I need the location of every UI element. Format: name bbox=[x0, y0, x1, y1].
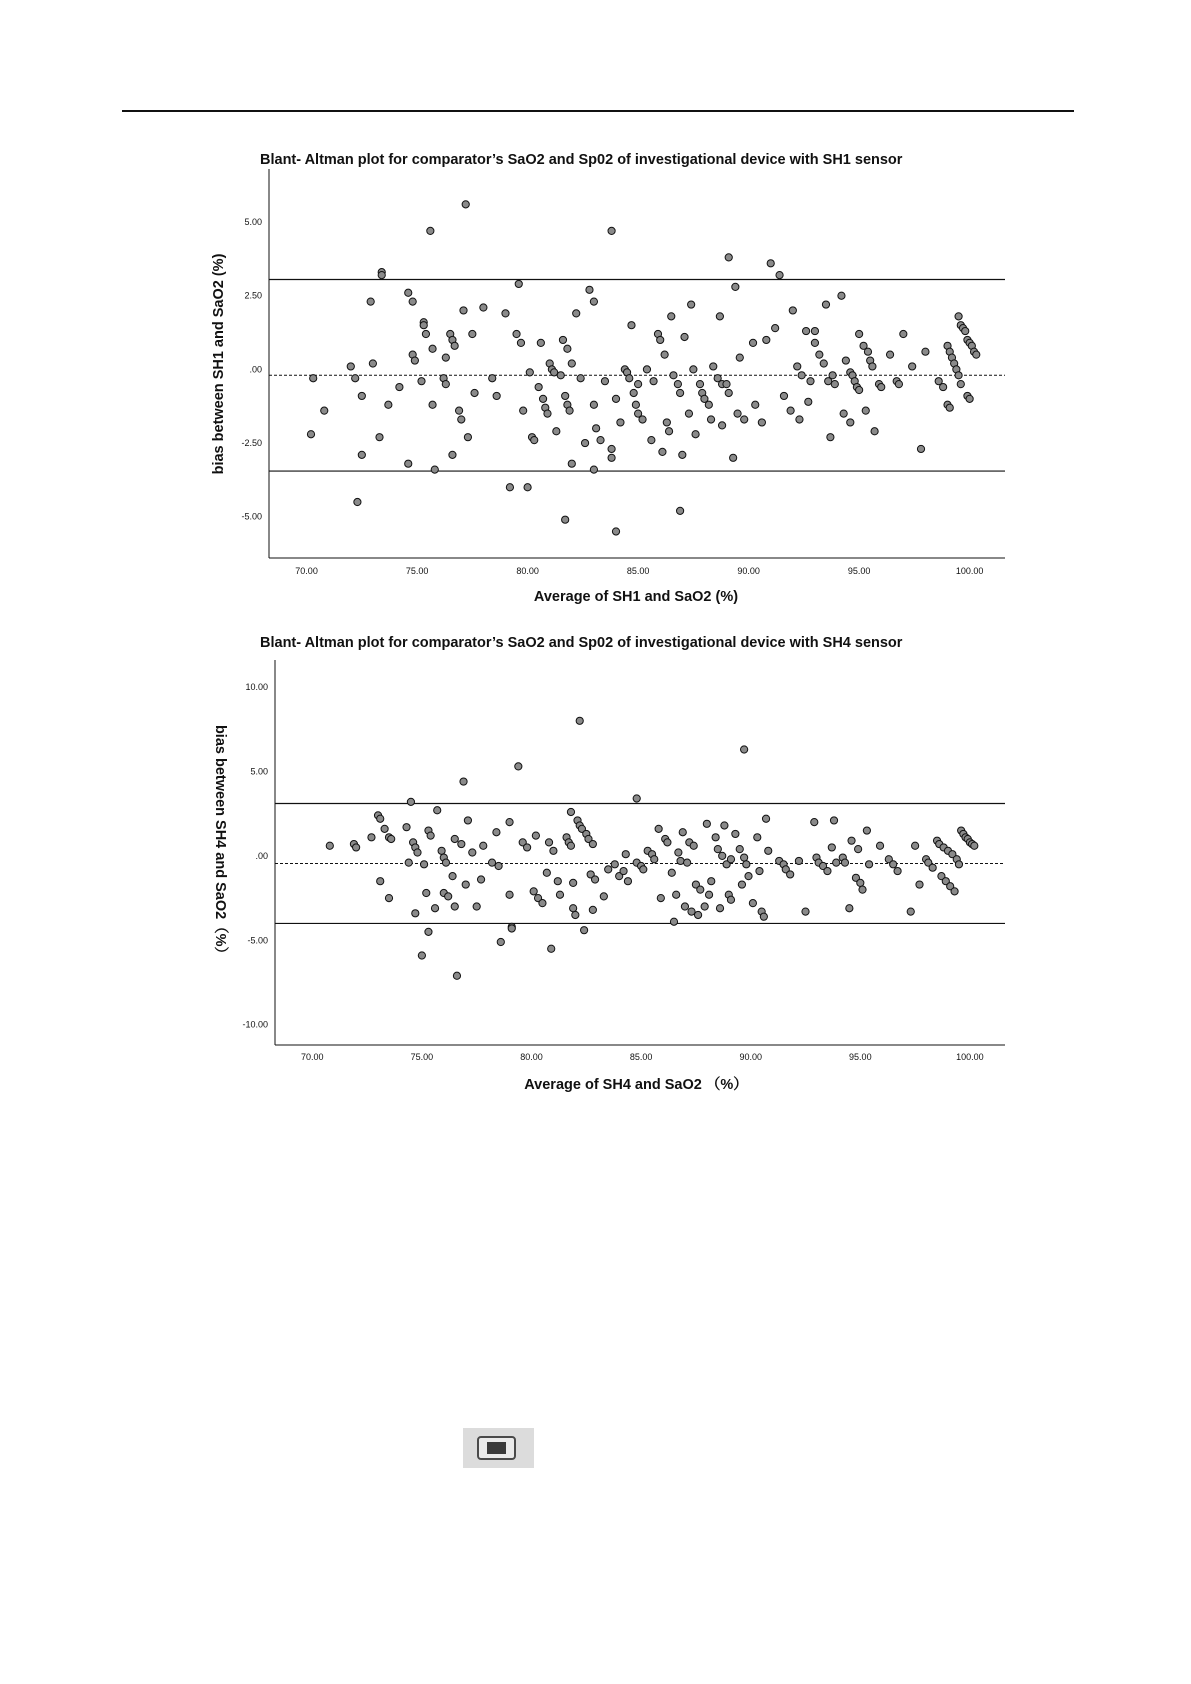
scatter-point bbox=[605, 866, 612, 873]
scatter-point bbox=[611, 861, 618, 868]
scatter-point bbox=[508, 925, 515, 932]
scatter-point bbox=[567, 808, 574, 815]
scatter-point bbox=[381, 825, 388, 832]
x-tick-label: 100.00 bbox=[955, 566, 984, 576]
scatter-point bbox=[570, 905, 577, 912]
scatter-point bbox=[865, 861, 872, 868]
scatter-point bbox=[741, 854, 748, 861]
scatter-point bbox=[445, 893, 452, 900]
scatter-point bbox=[670, 918, 677, 925]
scatter-point bbox=[760, 913, 767, 920]
scatter-point bbox=[576, 717, 583, 724]
scatter-point bbox=[414, 849, 421, 856]
scatter-point bbox=[732, 830, 739, 837]
scatter-point bbox=[515, 763, 522, 770]
scatter-point bbox=[418, 952, 425, 959]
scatter-point bbox=[690, 842, 697, 849]
scatter-point bbox=[469, 849, 476, 856]
x-tick-label: 85.00 bbox=[626, 566, 650, 576]
scatter-point bbox=[971, 842, 978, 849]
scatter-point bbox=[846, 905, 853, 912]
y-axis-title: bias between SH1 and SaO2 (%) bbox=[211, 253, 227, 475]
scatter-point bbox=[951, 888, 958, 895]
scatter-point bbox=[451, 835, 458, 842]
scatter-point bbox=[708, 878, 715, 885]
scatter-point bbox=[405, 859, 412, 866]
scatter-point bbox=[633, 795, 640, 802]
scatter-point bbox=[580, 927, 587, 934]
scatter-point bbox=[863, 827, 870, 834]
scatter-point bbox=[651, 856, 658, 863]
y-axis-title: bias between SH4 and SaO2（%） bbox=[212, 724, 228, 962]
scatter-point bbox=[431, 905, 438, 912]
y-tick-label: .00 bbox=[255, 850, 268, 861]
scatter-point bbox=[368, 834, 375, 841]
scatter-point bbox=[701, 903, 708, 910]
monitor-screen-icon bbox=[487, 1442, 506, 1454]
scatter-point bbox=[495, 862, 502, 869]
scatter-point bbox=[841, 859, 848, 866]
scatter-point bbox=[705, 891, 712, 898]
x-tick-label: 70.00 bbox=[295, 566, 318, 576]
y-tick-label: 5.00 bbox=[244, 217, 262, 228]
chart-title: Blant- Altman plot for comparator’s SaO2 and Sp02 of investigational device with SH1 sensor bbox=[260, 152, 903, 168]
scatter-point bbox=[425, 928, 432, 935]
y-tick-label: 5.00 bbox=[250, 766, 268, 777]
scatter-point bbox=[377, 878, 384, 885]
scatter-point bbox=[420, 861, 427, 868]
scatter-point bbox=[694, 911, 701, 918]
scatter-point bbox=[407, 798, 414, 805]
scatter-point bbox=[567, 842, 574, 849]
scatter-point bbox=[756, 867, 763, 874]
scatter-point bbox=[655, 825, 662, 832]
scatter-point bbox=[677, 857, 684, 864]
scatter-point bbox=[912, 842, 919, 849]
scatter-point bbox=[894, 867, 901, 874]
scatter-point bbox=[453, 972, 460, 979]
scatter-point bbox=[589, 840, 596, 847]
scatter-point bbox=[716, 905, 723, 912]
scatter-point bbox=[622, 851, 629, 858]
scatter-point bbox=[787, 871, 794, 878]
x-tick-label: 95.00 bbox=[849, 1052, 872, 1062]
scatter-point bbox=[802, 908, 809, 915]
scatter-point bbox=[388, 835, 395, 842]
scatter-point bbox=[550, 847, 557, 854]
scatter-point bbox=[539, 900, 546, 907]
scatter-point bbox=[848, 837, 855, 844]
y-tick-label: -5.00 bbox=[241, 511, 262, 522]
x-tick-label: 80.00 bbox=[520, 1052, 543, 1062]
x-axis-title: Average of SH1 and SaO2 (%) bbox=[533, 589, 739, 605]
scatter-point bbox=[423, 889, 430, 896]
scatter-point bbox=[600, 893, 607, 900]
y-tick-label: -10.00 bbox=[242, 1019, 268, 1030]
scatter-point bbox=[556, 891, 563, 898]
scatter-point bbox=[890, 861, 897, 868]
x-tick-label: 75.00 bbox=[410, 1052, 434, 1062]
scatter-point bbox=[916, 881, 923, 888]
y-tick-label: 10.00 bbox=[245, 682, 268, 693]
scatter-point bbox=[589, 906, 596, 913]
scatter-point bbox=[727, 856, 734, 863]
scatter-point bbox=[506, 819, 513, 826]
scatter-point bbox=[681, 903, 688, 910]
scatter-point bbox=[427, 832, 434, 839]
scatter-point bbox=[620, 867, 627, 874]
scatter-point bbox=[377, 815, 384, 822]
scatter-point bbox=[727, 896, 734, 903]
scatter-point bbox=[833, 859, 840, 866]
scatter-point bbox=[548, 945, 555, 952]
scatter-point bbox=[828, 844, 835, 851]
scatter-point bbox=[929, 864, 936, 871]
scatter-point bbox=[438, 847, 445, 854]
scatter-point bbox=[480, 842, 487, 849]
scatter-point bbox=[624, 878, 631, 885]
x-tick-label: 95.00 bbox=[847, 566, 871, 576]
scatter-point bbox=[477, 876, 484, 883]
x-axis-title: Average of SH4 and SaO2 （%） bbox=[524, 1077, 748, 1093]
scatter-point bbox=[591, 876, 598, 883]
scatter-point bbox=[830, 817, 837, 824]
scatter-point bbox=[688, 908, 695, 915]
x-tick-label: 80.00 bbox=[516, 566, 539, 576]
scatter-point bbox=[824, 867, 831, 874]
scatter-point bbox=[434, 807, 441, 814]
scatter-point bbox=[473, 903, 480, 910]
scatter-point bbox=[955, 861, 962, 868]
y-tick-label: -5.00 bbox=[247, 935, 268, 946]
scatter-point bbox=[554, 878, 561, 885]
x-tick-label: 90.00 bbox=[739, 1052, 762, 1062]
scatter-point bbox=[530, 888, 537, 895]
scatter-point bbox=[442, 859, 449, 866]
scatter-point bbox=[543, 869, 550, 876]
scatter-point bbox=[675, 849, 682, 856]
scatter-point bbox=[907, 908, 914, 915]
scatter-point bbox=[488, 859, 495, 866]
scatter-point bbox=[749, 900, 756, 907]
scatter-point bbox=[703, 820, 710, 827]
scatter-point bbox=[668, 869, 675, 876]
scatter-point bbox=[762, 815, 769, 822]
scatter-point bbox=[673, 891, 680, 898]
scatter-point bbox=[855, 846, 862, 853]
scatter-point bbox=[524, 844, 531, 851]
scatter-point bbox=[326, 842, 333, 849]
scatter-point bbox=[497, 938, 504, 945]
scatter-point bbox=[403, 824, 410, 831]
scatter-point bbox=[353, 844, 360, 851]
x-tick-label: 90.00 bbox=[737, 566, 760, 576]
scatter-point bbox=[811, 819, 818, 826]
scatter-point bbox=[754, 834, 761, 841]
scatter-point bbox=[545, 839, 552, 846]
scatter-point bbox=[664, 839, 671, 846]
scatter-point bbox=[719, 852, 726, 859]
scatter-point bbox=[859, 886, 866, 893]
x-tick-label: 75.00 bbox=[405, 566, 429, 576]
x-tick-label: 70.00 bbox=[301, 1052, 324, 1062]
scatter-point bbox=[570, 879, 577, 886]
y-tick-label: .00 bbox=[249, 364, 262, 375]
scatter-point bbox=[449, 873, 456, 880]
scatter-point bbox=[721, 822, 728, 829]
scatter-point bbox=[684, 859, 691, 866]
x-tick-label: 100.00 bbox=[956, 1052, 984, 1062]
y-tick-label: -2.50 bbox=[241, 438, 262, 449]
scatter-point bbox=[460, 778, 467, 785]
scatter-point bbox=[451, 903, 458, 910]
scatter-point bbox=[462, 881, 469, 888]
scatter-point bbox=[876, 842, 883, 849]
y-tick-label: 2.50 bbox=[244, 290, 262, 301]
scatter-point bbox=[765, 847, 772, 854]
scatter-point bbox=[795, 857, 802, 864]
scatter-point bbox=[532, 832, 539, 839]
scatter-point bbox=[745, 873, 752, 880]
monitor-frame-icon bbox=[477, 1436, 516, 1460]
x-tick-label: 85.00 bbox=[629, 1052, 653, 1062]
scatter-point bbox=[657, 894, 664, 901]
scatter-point bbox=[493, 829, 500, 836]
scatter-point bbox=[679, 829, 686, 836]
scatter-point bbox=[640, 866, 647, 873]
scatter-point bbox=[741, 746, 748, 753]
scatter-point bbox=[506, 891, 513, 898]
scatter-point bbox=[712, 834, 719, 841]
scatter-point bbox=[736, 846, 743, 853]
scatter-point bbox=[464, 817, 471, 824]
scatter-point bbox=[385, 894, 392, 901]
scatter-point bbox=[697, 886, 704, 893]
chart-title: Blant- Altman plot for comparator’s SaO2 and Sp02 of investigational device with SH4 sensor bbox=[260, 635, 903, 651]
scatter-point bbox=[738, 881, 745, 888]
scatter-point bbox=[743, 861, 750, 868]
scatter-point bbox=[857, 879, 864, 886]
scatter-point bbox=[458, 840, 465, 847]
scatter-point bbox=[714, 846, 721, 853]
screen-thumbnail-icon bbox=[463, 1428, 534, 1468]
scatter-point bbox=[412, 910, 419, 917]
scatter-point bbox=[572, 911, 579, 918]
